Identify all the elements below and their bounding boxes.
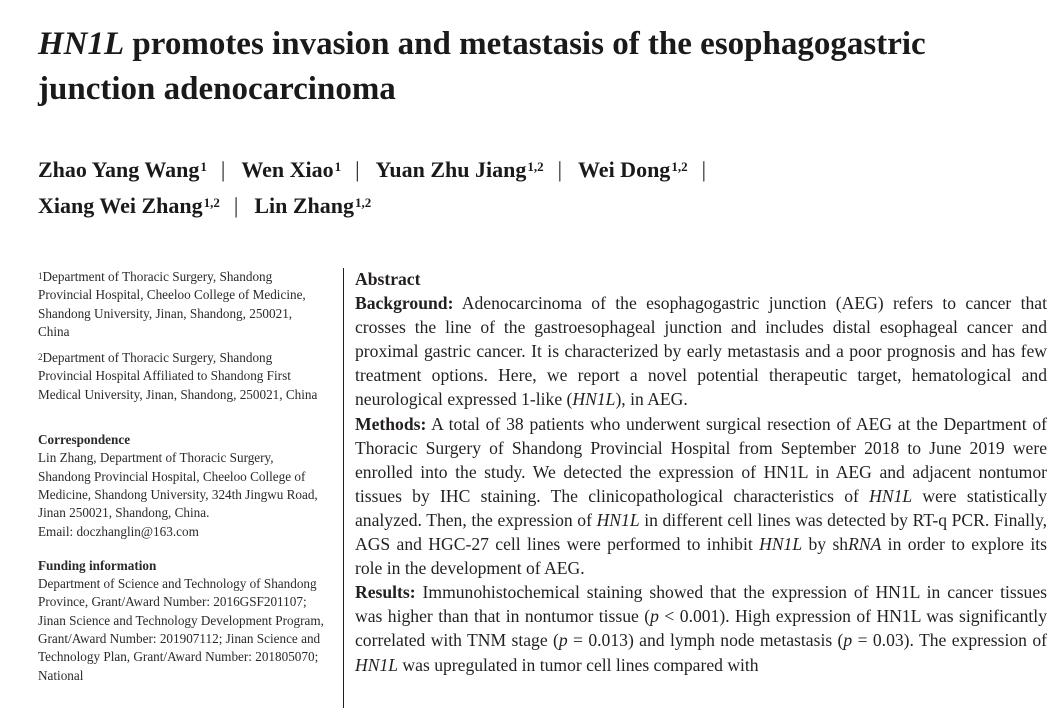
abstract-results: Results: Immunohistochemical staining showed that the expression of HN1L in cancer tissues was higher than that in nontumor tissue (p < 0.001). High expression of HN1L was significantly correlated with TNM stage (p = 0.013) and lymph node metastasis (p = 0.03). The expression of HN1L was upregulated in tumor cell lines compared with bbox=[355, 582, 1047, 675]
author: Zhao Yang Wang$^1$ bbox=[38, 157, 207, 182]
abstract-heading: Abstract bbox=[355, 269, 421, 289]
author-separator: | bbox=[557, 157, 563, 182]
author-separator: | bbox=[233, 193, 239, 218]
article-sidebar bbox=[38, 268, 324, 685]
correspondence-text: Lin Zhang, Department of Thoracic Surgery, Shandong Provincial Hospital, Cheeloo College of Medicine, Shandong University, 324th Jingwu Road, Jinan 250021, Shandong, China. bbox=[38, 450, 318, 521]
author: Lin Zhang$^{1,2}$ bbox=[254, 193, 372, 218]
funding-text: Department of Science and Technology of Shandong Province, Grant/Award Number: 2016GSF201107; Jinan Science and Technology Development Program, Grant/Award Number: 201907112; Jinan Science and Technology Plan, Grant/Award Number: 201805070; National bbox=[38, 576, 324, 683]
results-label: Results: bbox=[355, 582, 416, 603]
title-gene: HN1L bbox=[38, 26, 125, 62]
correspondence-email[interactable]: Email: doczhanglin@163.com bbox=[38, 523, 199, 539]
author-affiliation-mark: 1,2 bbox=[203, 195, 220, 210]
author: Xiang Wei Zhang$^{1,2}$ bbox=[38, 193, 220, 218]
author-list bbox=[38, 152, 1028, 224]
author-separator: | bbox=[701, 157, 706, 182]
background-label: Background: bbox=[355, 293, 454, 314]
author-affiliation-mark: 1,2 bbox=[671, 159, 688, 174]
abstract bbox=[355, 267, 1047, 677]
author-affiliation-mark: 1,2 bbox=[354, 195, 372, 210]
funding-heading: Funding information bbox=[38, 557, 157, 573]
author: Wen Xiao$^1$ bbox=[241, 157, 342, 182]
abstract-methods: Methods: A total of 38 patients who underwent surgical resection of AEG at the Department of Thoracic Surgery of Shandong Provincial Hospital from September 2018 to June 2019 were enrolled into the study. We detected the expression of HN1L in AEG and adjacent nontumor tissues by IHC staining. The clinicopathological characteristics of HN1L were statistically analyzed. Then, the expression of HN1L in different cell lines was detected by RT-q PCR. Finally, AGS and HGC-27 cell lines were performed to inhibit HN1L by shRNA in order to explore its role in the development of AEG. bbox=[355, 413, 1048, 579]
author-affiliation-mark: 1 bbox=[334, 159, 342, 174]
author-affiliation-mark: 1,2 bbox=[527, 159, 544, 174]
title-text: promotes invasion and metastasis of the esophagogastric junction adenocarcinoma bbox=[38, 26, 926, 107]
author-separator: | bbox=[220, 157, 226, 182]
methods-label: Methods: bbox=[355, 413, 427, 434]
abstract-background: Background: Adenocarcinoma of the esophagogastric junction (AEG) refers to cancer that crosses the line of the gastroesophageal junction and includes distal esophageal cancer and proximal gastric cancer. It is characterized by early metastasis and a poor prognosis and has few treatment options. Here, we report a novel potential therapeutic target, hematological and neurological expressed 1-like (HN1L), in AEG. bbox=[355, 293, 1047, 410]
column-divider bbox=[343, 268, 344, 708]
affiliation: $^1$Department of Thoracic Surgery, Shandong Provincial Hospital, Cheeloo College of Medicine, Shandong University, Jinan, Shandong, 250021, China bbox=[38, 269, 306, 339]
author-affiliation-mark: 1 bbox=[200, 159, 207, 174]
affiliation: $^2$Department of Thoracic Surgery, Shandong Provincial Hospital Affiliated to Shandong First Medical University, Jinan, Shandong, 250021, China bbox=[38, 350, 318, 402]
correspondence-heading: Correspondence bbox=[38, 432, 131, 448]
author: Wei Dong$^{1,2}$ bbox=[578, 157, 688, 182]
author-separator: | bbox=[355, 157, 360, 182]
author: Yuan Zhu Jiang$^{1,2}$ bbox=[375, 157, 544, 182]
article-title bbox=[38, 22, 1028, 112]
